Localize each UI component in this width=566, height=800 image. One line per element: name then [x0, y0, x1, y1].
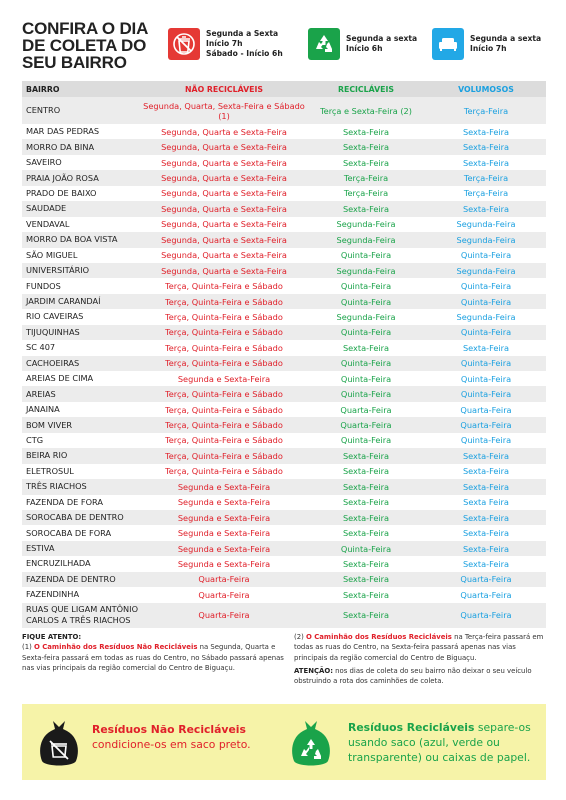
volumosos-cell: Quinta-Feira — [460, 327, 512, 338]
table-row — [22, 186, 546, 201]
table-row — [22, 263, 546, 278]
sofa-icon — [432, 28, 464, 60]
bairro-cell: SOROCABA DE FORA — [26, 527, 112, 538]
bairro-cell: UNIVERSITÁRIO — [26, 265, 90, 276]
table-row — [22, 278, 546, 293]
table-row — [22, 309, 546, 324]
reciclaveis-cell: Quinta-Feira — [340, 373, 392, 384]
bairro-cell: RIO CAVEIRAS — [26, 311, 84, 322]
volumosos-cell: Segunda-Feira — [456, 234, 516, 245]
volumosos-cell: Sexta-Feira — [462, 142, 510, 153]
volumosos-cell: Sexta-Feira — [462, 543, 510, 554]
bairro-cell: PRAIA JOÃO ROSA — [26, 172, 99, 183]
bairro-cell: VENDAVAL — [26, 218, 70, 229]
bairro-cell: MORRO DA BOA VISTA — [26, 234, 118, 245]
reciclaveis-cell: Sexta-Feira — [342, 512, 390, 523]
bairro-cell: AREIAS — [26, 388, 56, 399]
nao-reciclaveis-cell: Segunda, Quarta e Sexta-Feira — [161, 250, 287, 261]
nao-reciclaveis-cell: Segunda e Sexta-Feira — [177, 543, 271, 554]
volumosos-cell: Sexta-Feira — [462, 157, 510, 168]
volumosos-cell: Sexta-Feira — [462, 528, 510, 539]
reciclaveis-cell: Sexta-Feira — [342, 157, 390, 168]
nao-reciclaveis-cell: Segunda e Sexta-Feira — [177, 558, 271, 569]
volumosos-cell: Quinta-Feira — [460, 358, 512, 369]
table-row — [22, 603, 546, 628]
volumosos-cell: Sexta-Feira — [462, 450, 510, 461]
nao-reciclaveis-cell: Quarta-Feira — [198, 589, 250, 600]
nao-reciclaveis-cell: Segunda e Sexta-Feira — [177, 512, 271, 523]
volumosos-cell: Sexta-Feira — [462, 558, 510, 569]
nao-reciclaveis-cell: Terça, Quinta-Feira e Sábado — [165, 281, 283, 292]
table-body — [22, 97, 546, 628]
volumosos-cell: Quarta-Feira — [460, 574, 512, 585]
table-row — [22, 170, 546, 185]
bairro-cell: JANAINA — [26, 404, 60, 415]
reciclaveis-cell: Quinta-Feira — [340, 389, 392, 400]
reciclaveis-cell: Sexta-Feira — [342, 610, 390, 621]
nao-reciclaveis-cell: Terça, Quinta-Feira e Sábado — [165, 435, 283, 446]
nao-reciclaveis-cell: Segunda e Sexta-Feira — [177, 528, 271, 539]
reciclaveis-cell: Sexta-Feira — [342, 589, 390, 600]
bairro-cell: AREIAS DE CIMA — [26, 373, 94, 384]
reciclaveis-cell: Quinta-Feira — [340, 358, 392, 369]
volumosos-cell: Quarta-Feira — [460, 420, 512, 431]
reciclaveis-cell: Sexta-Feira — [342, 142, 390, 153]
nao-reciclaveis-cell: Segunda, Quarta e Sexta-Feira — [161, 234, 287, 245]
table-row — [22, 201, 546, 216]
reciclaveis-cell: Sexta-Feira — [342, 466, 390, 477]
reciclaveis-cell: Quarta-Feira — [340, 420, 392, 431]
black-bag-icon — [36, 717, 82, 769]
collection-schedule-table — [22, 81, 546, 628]
nao-reciclaveis-cell: Segunda, Quarta e Sexta-Feira — [161, 126, 287, 137]
nao-reciclaveis-cell: Terça, Quinta-Feira e Sábado — [165, 466, 283, 477]
volumosos-cell: Terça-Feira — [463, 188, 509, 199]
reciclaveis-cell: Quinta-Feira — [340, 250, 392, 261]
no-recycling-icon — [168, 28, 200, 60]
bairro-cell: TIJUQUINHAS — [26, 326, 80, 337]
table-row — [22, 433, 546, 448]
volumosos-cell: Sexta-Feira — [462, 466, 510, 477]
bairro-cell: SAVEIRO — [26, 157, 62, 168]
table-row — [22, 587, 546, 602]
bairro-cell: RUAS QUE LIGAM ANTÔNIO CARLOS A TRÊS RIACHOS — [26, 604, 139, 626]
bairro-cell: SC 407 — [26, 342, 56, 353]
reciclaveis-cell: Segunda-Feira — [336, 265, 396, 276]
reciclaveis-cell: Sexta-Feira — [342, 126, 390, 137]
green-bag-icon — [288, 717, 334, 769]
bairro-cell: ELETROSUL — [26, 465, 74, 476]
volumosos-cell: Segunda-Feira — [456, 265, 516, 276]
reciclaveis-cell: Segunda-Feira — [336, 311, 396, 322]
reciclaveis-cell: Quarta-Feira — [340, 404, 392, 415]
reciclaveis-cell: Quinta-Feira — [340, 543, 392, 554]
reciclaveis-cell: Sexta-Feira — [342, 450, 390, 461]
nao-reciclaveis-cell: Quarta-Feira — [198, 610, 250, 621]
header — [22, 20, 546, 78]
nao-reciclaveis-cell: Segunda, Quarta e Sexta-Feira — [161, 219, 287, 230]
table-row — [22, 97, 546, 124]
volumosos-cell: Quinta-Feira — [460, 250, 512, 261]
nao-reciclaveis-cell: Terça, Quinta-Feira e Sábado — [165, 389, 283, 400]
table-row — [22, 217, 546, 232]
reciclaveis-cell: Sexta-Feira — [342, 558, 390, 569]
table-row — [22, 325, 546, 340]
header-volumosos: VOLUMOSOS — [458, 84, 514, 94]
volumosos-cell: Quinta-Feira — [460, 281, 512, 292]
table-row — [22, 556, 546, 571]
table-row — [22, 402, 546, 417]
bairro-cell: TRÊS RIACHOS — [26, 481, 87, 492]
volumosos-cell: Quarta-Feira — [460, 610, 512, 621]
nao-reciclaveis-cell: Quarta-Feira — [198, 574, 250, 585]
legend-nao-reciclaveis — [168, 28, 283, 60]
reciclaveis-cell: Segunda-Feira — [336, 234, 396, 245]
table-row — [22, 248, 546, 263]
nao-reciclaveis-cell: Terça, Quinta-Feira e Sábado — [165, 358, 283, 369]
nao-reciclaveis-cell: Terça, Quinta-Feira e Sábado — [165, 296, 283, 307]
volumosos-cell: Quinta-Feira — [460, 373, 512, 384]
reciclaveis-cell: Sexta-Feira — [342, 342, 390, 353]
reciclaveis-cell: Sexta-Feira — [342, 481, 390, 492]
footer-left-text: Resíduos Não Recicláveis condicione-os em saco preto. — [92, 723, 251, 751]
bairro-cell: CENTRO — [26, 105, 61, 115]
volumosos-cell: Sexta-Feira — [462, 342, 510, 353]
volumosos-cell: Sexta Feira — [463, 497, 509, 508]
attention-label: FIQUE ATENTO: — [22, 633, 82, 641]
reciclaveis-cell: Terça e Sexta-Feira (2) — [320, 105, 412, 116]
table-row — [22, 510, 546, 525]
legend-volumosos-text: Segunda a sexta Início 7h — [470, 34, 542, 53]
table-header — [22, 81, 546, 97]
bairro-cell: MAR DAS PEDRAS — [26, 126, 100, 137]
recycling-icon — [308, 28, 340, 60]
nao-reciclaveis-cell: Segunda, Quarta e Sexta-Feira — [161, 188, 287, 199]
volumosos-cell: Quarta-Feira — [460, 589, 512, 600]
reciclaveis-cell: Quinta-Feira — [340, 281, 392, 292]
legend-volumosos — [432, 28, 541, 60]
bairro-cell: MORRO DA BINA — [26, 141, 95, 152]
footer-banner — [22, 704, 546, 780]
volumosos-cell: Sexta-Feira — [462, 126, 510, 137]
nao-reciclaveis-cell: Terça, Quinta-Feira e Sábado — [165, 420, 283, 431]
reciclaveis-cell: Sexta-Feira — [342, 528, 390, 539]
footer-right-text: Resíduos Recicláveis separe-os usando saco (azul, verde ou transparente) ou caixas de papel. — [348, 721, 531, 764]
nao-reciclaveis-cell: Terça, Quinta-Feira e Sábado — [165, 404, 283, 415]
bairro-cell: CTG — [26, 434, 44, 445]
bairro-cell: FAZENDINHA — [26, 589, 80, 600]
header-nao-reciclaveis: NÃO RECICLÁVEIS — [185, 84, 263, 94]
volumosos-cell: Quinta-Feira — [460, 296, 512, 307]
atencao-note: ATENÇÃO: nos dias de coleta do seu bairro não deixar o seu veículo obstruindo a rota dos caminhões de coleta. — [294, 666, 532, 686]
volumosos-cell: Quarta-Feira — [460, 404, 512, 415]
bairro-cell: FUNDOS — [26, 280, 61, 291]
notes-left — [22, 632, 284, 673]
bairro-cell: ENCRUZILHADA — [26, 558, 91, 569]
nao-reciclaveis-cell: Segunda, Quarta e Sexta-Feira — [161, 142, 287, 153]
table-row — [22, 464, 546, 479]
reciclaveis-cell: Terça-Feira — [343, 188, 389, 199]
nao-reciclaveis-cell: Segunda, Quarta e Sexta-Feira — [161, 157, 287, 168]
reciclaveis-cell: Segunda-Feira — [336, 219, 396, 230]
nao-reciclaveis-cell: Segunda e Sexta-Feira — [177, 481, 271, 492]
table-row — [22, 541, 546, 556]
reciclaveis-cell: Quinta-Feira — [340, 327, 392, 338]
legend-nao-reciclaveis-text: Segunda a Sexta Início 7h Sábado - Início 6h — [206, 29, 283, 58]
bairro-cell: BEIRA RIO — [26, 450, 68, 461]
bairro-cell: CACHOEIRAS — [26, 357, 80, 368]
bairro-cell: PRADO DE BAIXO — [26, 187, 97, 198]
reciclaveis-cell: Quinta-Feira — [340, 435, 392, 446]
bairro-cell: FAZENDA DE DENTRO — [26, 573, 116, 584]
table-row — [22, 232, 546, 247]
volumosos-cell: Sexta-Feira — [462, 481, 510, 492]
nao-reciclaveis-cell: Segunda e Sexta-Feira — [177, 373, 271, 384]
nao-reciclaveis-cell: Segunda, Quarta e Sexta-Feira — [161, 173, 287, 184]
volumosos-cell: Quinta-Feira — [460, 435, 512, 446]
table-row — [22, 386, 546, 401]
table-row — [22, 356, 546, 371]
volumosos-cell: Segunda-Feira — [456, 219, 516, 230]
bairro-cell: JARDIM CARANDAÍ — [26, 296, 101, 307]
volumosos-cell: Segunda-Feira — [456, 311, 516, 322]
bairro-cell: SAUDADE — [26, 203, 67, 214]
nao-reciclaveis-cell: Terça, Quinta-Feira e Sábado — [165, 311, 283, 322]
volumosos-cell: Sexta-Feira — [462, 203, 510, 214]
nao-reciclaveis-cell: Segunda, Quarta, Sexta-Feira e Sábado (1) — [143, 100, 305, 121]
table-row — [22, 417, 546, 432]
volumosos-cell: Quinta-Feira — [460, 389, 512, 400]
legend-reciclaveis-text: Segunda a sexta Início 6h — [346, 34, 418, 53]
table-row — [22, 155, 546, 170]
note-1: (1) O Caminhão dos Resíduos Não Recicláveis na Segunda, Quarta e Sexta-feira passará em todas as ruas do Centro, no Sábado passará apenas nas vias principais da região comercial do Centro de Biguaçu. — [22, 643, 284, 672]
volumosos-cell: Terça-Feira — [463, 173, 509, 184]
reciclaveis-cell: Sexta-Feira — [342, 497, 390, 508]
bairro-cell: ESTIVA — [26, 543, 55, 554]
nao-reciclaveis-cell: Segunda, Quarta e Sexta-Feira — [161, 265, 287, 276]
bairro-cell: FAZENDA DE FORA — [26, 496, 104, 507]
header-bairro: BAIRRO — [26, 84, 60, 94]
nao-reciclaveis-cell: Segunda e Sexta-Feira — [177, 497, 271, 508]
table-row — [22, 495, 546, 510]
reciclaveis-cell: Quinta-Feira — [340, 296, 392, 307]
table-row — [22, 139, 546, 154]
table-row — [22, 572, 546, 587]
reciclaveis-cell: Sexta-Feira — [342, 203, 390, 214]
header-reciclaveis: RECICLÁVEIS — [337, 84, 395, 94]
nao-reciclaveis-cell: Terça, Quinta-Feira e Sábado — [165, 450, 283, 461]
bairro-cell: BOM VIVER — [26, 419, 73, 430]
table-row — [22, 124, 546, 139]
table-row — [22, 340, 546, 355]
page-title: CONFIRA O DIA DE COLETA DO SEU BAIRRO — [22, 19, 149, 72]
nao-reciclaveis-cell: Terça, Quinta-Feira e Sábado — [165, 342, 283, 353]
note-2: (2) O Caminhão dos Resíduos Recicláveis na Terça-feira passará em todas as ruas do Centro, na Sexta-feira passará apenas nas vias principais da região comercial do Centro de Biguaçu. — [294, 633, 544, 662]
table-row — [22, 479, 546, 494]
bairro-cell: SÃO MIGUEL — [26, 249, 78, 260]
reciclaveis-cell: Sexta-Feira — [342, 574, 390, 585]
legend-reciclaveis — [308, 28, 417, 60]
notes-right — [294, 632, 544, 686]
volumosos-cell: Sexta-Feira — [462, 512, 510, 523]
nao-reciclaveis-cell: Terça, Quinta-Feira e Sábado — [165, 327, 283, 338]
table-row — [22, 371, 546, 386]
nao-reciclaveis-cell: Segunda, Quarta e Sexta-Feira — [161, 203, 287, 214]
table-row — [22, 448, 546, 463]
reciclaveis-cell: Terça-Feira — [343, 173, 389, 184]
bairro-cell: SOROCABA DE DENTRO — [26, 512, 124, 523]
table-row — [22, 294, 546, 309]
volumosos-cell: Terça-Feira — [463, 105, 509, 116]
table-row — [22, 525, 546, 540]
